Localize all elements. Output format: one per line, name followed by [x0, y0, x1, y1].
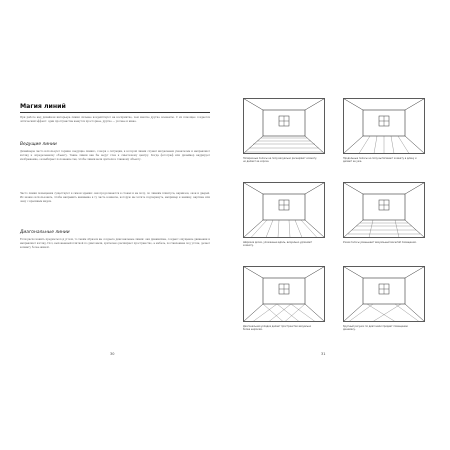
room-illustration-wide-boards [243, 182, 325, 238]
intro-paragraph: При работе над дизайном интерьера линии сильнее воздействуют на восприятие, чем многие другие элементы. С их помощью создается оптический эффект: одни пространства кажутся просторнее, другие — уютнее и ниже. [20, 116, 210, 124]
section-title: Магия линий [20, 103, 210, 113]
caption-5: Диагональная укладка делает пространство визуально более широким. [243, 325, 312, 331]
paragraph-3: Если расположить предметы под углом, то таким образом вы создаете диагональные линии: они динамичны, создают ощущение движения и направляют взгляд. Пол, выложенный плиткой по диагонали, зрительно расширяет пространство, а мебель, поставленная под углом, делает комнату более живой. [20, 238, 210, 250]
book-spread [0, 80, 450, 370]
room-illustration-transverse [243, 98, 325, 154]
caption-3: Широкие доски, уложенные вдоль, визуально удлиняют комнату. [243, 241, 313, 247]
room-illustration-diagonal [243, 266, 325, 322]
subhead-diagonal-lines: Диагональные линии [20, 230, 70, 235]
page-number-left: 30 [110, 352, 115, 356]
room-illustration-large-diagonal [343, 266, 425, 322]
caption-1: Поперечные полосы на полу визуально расширяют комнату, но делают ее короче. [243, 157, 318, 163]
paragraph-1: Дизайнеры часто используют термин «ведущие линии», говоря о ситуации, в которой линии служат визуальным указателем и направляют взгляд к определенному объекту. Такие линии как бы ведут глаз к смысловому центру. Когда фотограф или дизайнер кадрирует изображение, он выбирает положение так, чтобы линии вели зрителя к главному объекту. [20, 150, 210, 162]
caption-4: Узкие полосы уменьшают визуальный масштаб помещения. [343, 241, 417, 244]
left-page [0, 80, 225, 370]
caption-6: Крупный рисунок по диагонали придает помещению динамику. [343, 325, 408, 331]
right-page [225, 80, 450, 370]
subhead-leading-lines: Ведущие линии [20, 142, 57, 147]
page-number-right: 31 [321, 352, 326, 356]
room-illustration-narrow-boards [343, 182, 425, 238]
paragraph-2: Часто линии помещения существуют в самом здании: они продолжаются в стенах и на полу, по линиям плинтуса, карнизов, окон и дверей. Их можно использовать, чтобы направить внимание в ту часть комнаты, которую вы хотите подчеркнуть, например к камину, картине или окну с красивым видом. [20, 192, 210, 204]
caption-2: Продольные полосы на полу вытягивают комнату в длину и делают ее уже. [343, 157, 417, 163]
room-illustration-longitudinal [343, 98, 425, 154]
